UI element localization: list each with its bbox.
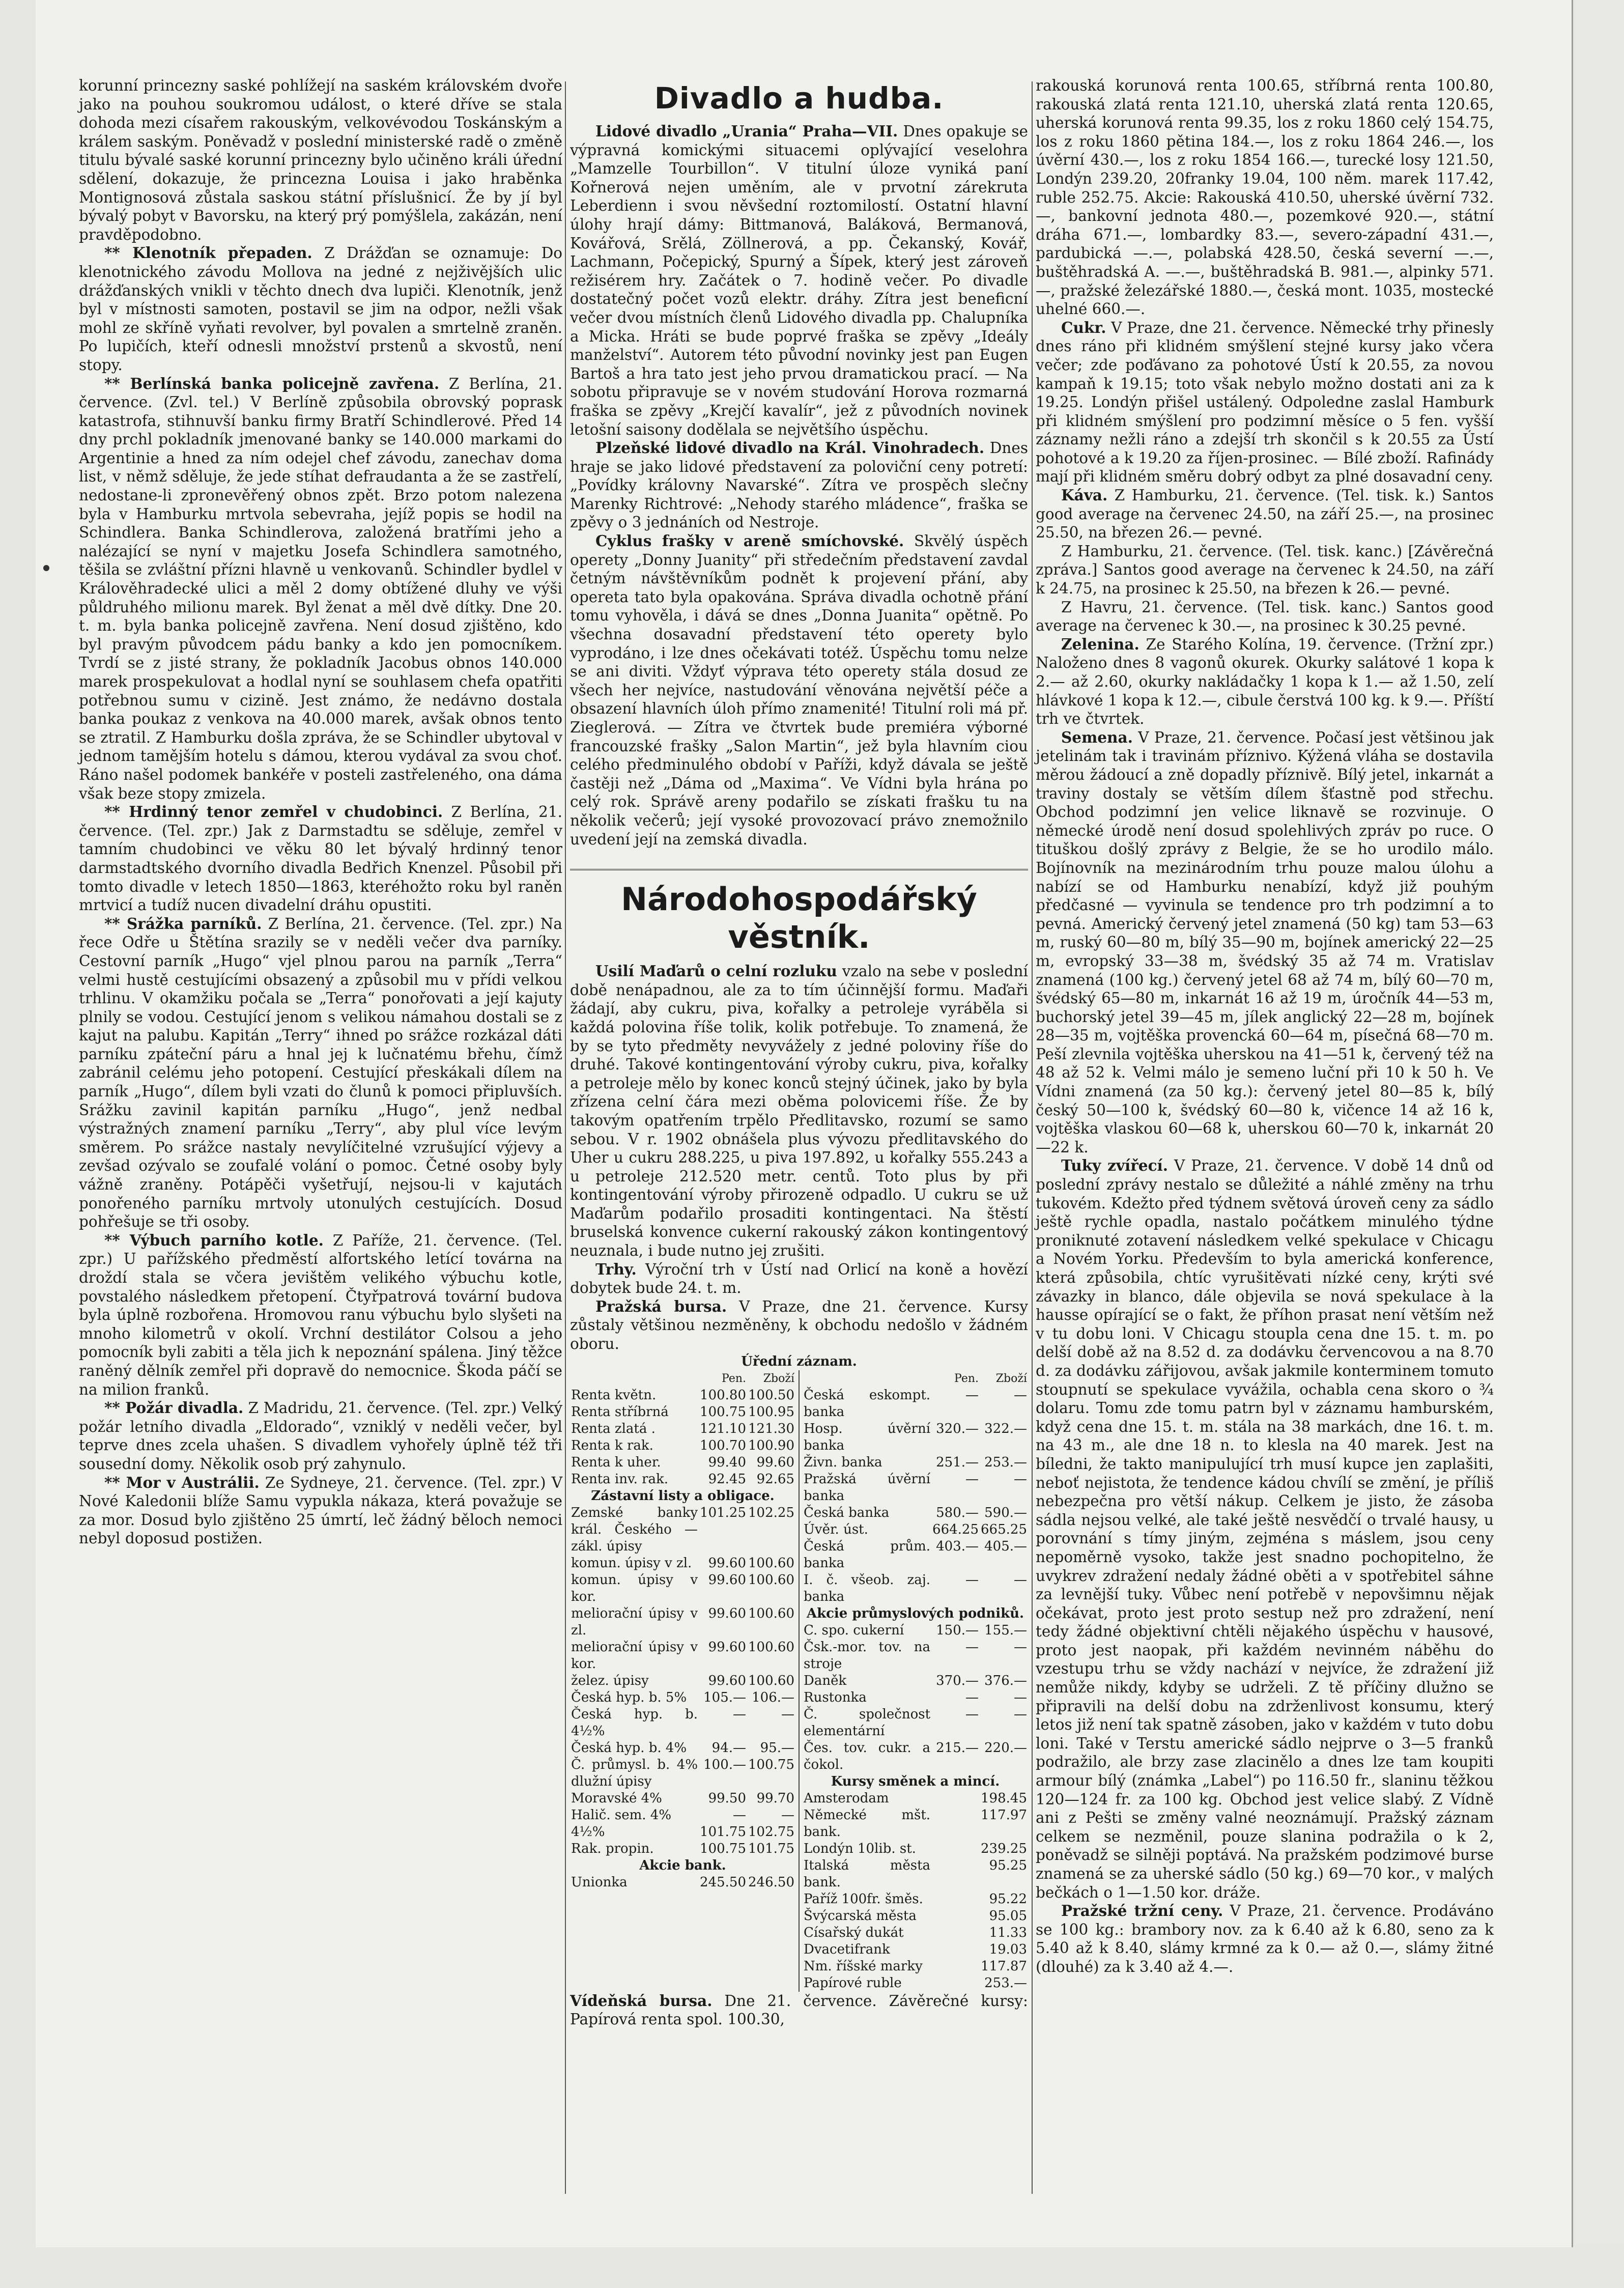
rate-name: Unionka [571, 1874, 628, 1890]
rate-zbozi: 95.— [760, 1740, 794, 1756]
rate-pen: 94.— [711, 1740, 747, 1756]
article-headline: Lidové divadlo „Urania“ Praha—VII. [595, 122, 898, 140]
column-theatre-economy [570, 76, 1028, 2029]
rates-right-table [803, 1370, 1028, 1992]
rate-name: Renta stříbrná [571, 1404, 669, 1420]
rate-name: Nm. říšské marky [804, 1958, 923, 1974]
rate-zbozi: 100.75 [748, 1757, 794, 1772]
rate-pen: 245.50 [700, 1874, 747, 1890]
article-text: rakouská korunová renta 100.65, stříbrná renta 100.80, rakouská zlatá renta 121.10, uherská zlatá renta 120.65, uherská korunová renta 99.35, los z roku 1860 celý 154.75, los z roku 1860 pětina 184.—, los z roku 1864 246.—, los úvěrní 430.—, los z roku 1854 166.—, turecké losy 121.50, Londýn 239.20, 20franky 19.04, 100 něm. marek 117.42, ruble 252.75. Akcie: Rakouská 410.50, uherské úvěrní 732.—, bankovní jednota 480.—, pozemkové 920.—, státní dráha 671.—, lombardky 83.—, severo-západní 431.—, pardubická —.—, polabská 428.50, česká severní —.—, buštěhradská A. —.—, buštěhradská B. 981.—, alpinky 571.—, pražské železářské 1880.—, česká mont. 1035, mostecké uhelné 660.—. [1036, 77, 1494, 318]
rate-row [570, 1605, 795, 1639]
rate-row [570, 1706, 795, 1740]
rate-zbozi: 100.95 [748, 1404, 794, 1420]
rate-zbozi: — [1014, 1706, 1027, 1722]
article-paragraph [79, 244, 562, 374]
rate-pen: 99.60 [708, 1555, 747, 1571]
article-paragraph [570, 1297, 1028, 1353]
article-text: Z Paříže, 21. července. (Tel. zpr.) U pařížského předměstí alfortského letící továrna na droždí stala se včera jevištěm velikého výbuchu kotle, povstalého následkem přetopení. Čtyřpatrová tovární budova byla úplně rozbořena. Hromovou ranu výbuchu bylo slyšeti na mnoho kilometrů v okolí. Vrchní destilátor Colsou a jeho pomocník byli zabiti a těla jich k nepoznání spálena. Jiný těžce raněný dělník zemřel při dopravě do nemocnice. Škoda páčí se na milion franků. [79, 1231, 562, 1398]
rate-row [570, 1421, 795, 1437]
rate-row [570, 1387, 795, 1404]
article-text: Z Hamburku, 21. července. (Tel. tisk. k.) Santos good average na červenec 24.50, na září 25.—, na prosinec 25.50, na březen 26.— pevné. [1036, 487, 1494, 542]
rate-zbozi: — [1014, 1689, 1027, 1705]
article-paragraph [79, 1231, 562, 1399]
rate-pen: 150.— [936, 1622, 979, 1638]
rate-row [570, 1437, 795, 1454]
article-text: Ze Sydneye, 21. července. (Tel. zpr.) V Nové Kaledonii blíže Samu vypukla nákaza, která považuje se za mor. Dosud bylo zjištěno 25 úmrtí, leč žádný běloch nemoci nebyl doposud postižen. [79, 1474, 562, 1547]
rate-zbozi: 121.30 [748, 1421, 794, 1436]
article-paragraph [79, 1474, 562, 1548]
rates-header-row [803, 1370, 1028, 1387]
rate-name: Švýcarská města [804, 1908, 917, 1924]
column-news [79, 76, 562, 1548]
rate-row [803, 1857, 1028, 1891]
article-text: vzalo na sebe v poslední době nenápadnou, ale za to tím účinnější formu. Maďaři žádají, aby cukru, piva, kořalky a petroleje vyráběla si každá polovina říše tolik, kolik potřebuje. To znamená, že by se tyto předměty nevyvážely z jedné poloviny říše do druhé. Takové kontingentování výroby cukru, piva, kořalky a petroleje mělo by konec konců stejný účinek, jako by byla zřízena celní čára mezi oběma polovicemi říše. Že by takovým opatřením trpělo Předlitavsko, rozumí se samo sebou. V r. 1902 obnášela plus vývozu předlitavského do Uher u cukru 288.225, u piva 197.892, u kořalky 555.243 a u petroleje 212.520 metr. centů. Toto plus by při kontingentování výroby přirozeně odpadlo. U cukru se už Maďarům podařilo prosaditi kontingentaci. Na štěstí bruselská konvence cukerní rakouský zákon kontingentový neuznala, i bude nutno jej zrušiti. [570, 963, 1028, 1260]
article-paragraph [1036, 635, 1494, 728]
rate-zbozi: 99.60 [756, 1454, 794, 1470]
article-paragraph [79, 76, 562, 244]
rates-left-table [570, 1370, 795, 1891]
article-headline: Káva. [1061, 486, 1108, 504]
rate-pen: 100.— [703, 1757, 747, 1772]
rate-pen: 100.70 [700, 1437, 747, 1453]
rate-pen [931, 1908, 980, 1925]
article-headline: Trhy. [595, 1260, 637, 1278]
column-markets [1036, 76, 1494, 1976]
rate-row [803, 1639, 1028, 1673]
rate-row [803, 1807, 1028, 1841]
rate-zbozi: 100.50 [748, 1387, 794, 1403]
rate-name: Čsk.-mor. tov. na stroje [804, 1639, 931, 1672]
rate-pen: 100.75 [700, 1404, 747, 1420]
rate-row [803, 1421, 1028, 1454]
rate-row [570, 1757, 795, 1790]
rate-zbozi: 376.— [984, 1673, 1027, 1688]
article-paragraph [1036, 319, 1494, 486]
rate-row [803, 1471, 1028, 1505]
article-paragraph [570, 439, 1028, 532]
rate-pen [931, 1841, 980, 1857]
article-paragraph [570, 122, 1028, 439]
article-text: Výroční trh v Ústí nad Orlicí na koně a hovězí dobytek bude 24. t. m. [570, 1260, 1028, 1297]
article-headline: ** Srážka parníků. [104, 914, 262, 933]
article-text: Ze Starého Kolína, 19. července. (Tržní zpr.) Naloženo dnes 8 vagonů okurek. Okurky salátové 1 kopa k 2.— až 2.60, okurky nakládačky 1 kopa k 1.— až 1.50, zelí hlávkové 1 kopa k 12.—, cibule čerstvá 100 kg. k 9.—. Příští trh ve čtvrtek. [1036, 635, 1494, 728]
rate-pen: — [965, 1689, 979, 1705]
article-paragraph [570, 962, 1028, 1260]
vienna-bourse [570, 1992, 1028, 2029]
article-headline: Tuky zvířecí. [1061, 1156, 1169, 1175]
rate-name: Renta inv. rak. [571, 1471, 669, 1487]
rates-title: Úřední záznam. [741, 1353, 857, 1369]
rate-name: Rak. propin. [571, 1841, 654, 1856]
article-text: Skvělý úspěch operety „Donny Juanity“ při středečním představení zavdal četným návštěvníkům podnět k projevení přání, aby opereta tato byla opakována. Správa divadla ochotně přání tomu vyhověla, i dává se dnes „Donna Juanita“ opětně. Po všechna dosavadní představení této operety bylo vyprodáno, i lze dnes očekávati totéž. Úspěchu tomu nelze se ani diviti. Vždyť výprava této operety stála dosud ze všech her nejvíce, nastudování věnována největší péče a obsazení hlavních úloh přímo znamenité! Titulní roli má př. Zieglerová. — Zítra ve čtvrtek bude premiéra výborné francouzské frašky „Salon Martin“, jež byla hlavním ciou celého předminulého období v Paříži, když dávala se ještě častěji než „Dáma od „Maxima“. Ve Vídni byla hrána po celý rok. Správě areny podařilo se získati frašku tu na několik večerů; její vysoké provozovací právo znemožnilo uvedení její na zemská divadla. [570, 532, 1028, 848]
rate-name: Paříž 100fr. šměs. [804, 1891, 923, 1907]
article-paragraph [1036, 1156, 1494, 1902]
rate-row [803, 1925, 1028, 1941]
rate-row [570, 1454, 795, 1471]
article-text: V Praze, 21. července. Počasí jest většinou jak jetelinám tak i travinám příznivo. Kýžená vláha se dostavila měrou žádoucí a zně dopadly příznivě. Bílý jetel, inkarnát a traviny dostaly se větším dílem šťastně pod střechu. Obchod podzimní jen velice liknavě se rozvinuje. O německé úrodě není dosud spolehlivých zpráv po ruce. O tituškou došlý zprávy z Belgie, že se ho urodilo málo. Bojínovník na mezinárodním trhu pouze malou úlohu a nabízí se od Hamburku nenabízí, když již pouhým předčasné — vyvinula se tendence pro trh podzimní a to pevná. Americký červený jetel znamená (50 kg) tam 53—63 m, ruský 60—80 m, bílý 35—90 m, bojínek americký 22—25 m, evropský 33—38 m, švédský 35 až 74 m. Vratislav znamená (100 kg.) červený jetel 68 až 74 m, bílý 60—70 m, švédský 65—80 m, inkarnát 16 až 19 m, úročník 44—53 m, buchorský jetel 39—45 m, jílek anglický 22—28 m, bojínek 28—35 m, vojtěška provencká 60—64 m, písečná 68—70 m. Peší zlevnila vojtěška uherskou na 41—51 k, červený též na 48 až 52 k. Velmi málo je semeno luční při 10 k 50 h. Ve Vídni znamená (za 50 kg.): červený jetel 80—85 k, bílý český 50—100 k, švédský 60—80 k, vičence 14 až 16 k, vojtěška vlaskou 60—68 k, uherskou 60—70 k, inkarnát 20—22 k. [1036, 728, 1494, 1156]
article-text: Z Berlína, 21. července. (Tel. zpr.) Na řece Odře u Štětína srazily se v neděli večer dva parníky. Cestovní parník „Hugo“ vjel plnou parou na parník „Terra“ velmi hustě cestujícími obsazený a způsobil mu v přídi velkou trhlinu. V okamžiku počala se „Terra“ ponořovati a její kajuty plnily se vodou. Cestující jenom s velikou námahou dostali se z kajut na palubu. Kapitán „Terry“ ihned po srážce rozkázal dáti parníku zpáteční páru a hnal jej k lučnatému břehu, čímž zabránil celému jeho potopení. Cestující přeskákali dílem na parník „Hugo“, dílem byli vzati do člunů k pomoci připluvších. Srážku zavinil kapitán parníku „Hugo“, jenž nedbal výstražných znamení parníku „Terry“, aby plul více levým směrem. Po srážce nastaly nevylíčitelné vzrušující výjevy a zevšad ozývalo se zoufalé volání o pomoc. Četné osoby byly vážně zraněny. Potápěči vyšetřují, nejsou-li v kajutách ponořeného parníku mrtvoly utonulých cestujících. Dosud pohřešuje se tři osoby. [79, 915, 562, 1231]
vienna-head: Vídeňská bursa. [570, 1991, 713, 2010]
article-headline: Semena. [1061, 728, 1133, 746]
rate-name: 4½% [571, 1824, 605, 1840]
rate-name: Česká hyp. b. 4½% [571, 1706, 698, 1739]
rate-row [803, 1941, 1028, 1958]
rate-row [570, 1790, 795, 1807]
rate-zbozi: 239.25 [981, 1841, 1027, 1856]
rate-name: Rustonka [804, 1689, 867, 1705]
rate-name: Zemské banky král. Českého — zákl. úpisy [571, 1505, 698, 1554]
article-headline: Pražská bursa. [595, 1297, 727, 1315]
rate-zbozi: 100.60 [748, 1572, 794, 1588]
rate-name: Renta k rak. [571, 1437, 653, 1453]
rate-name: komun. úpisy v zl. [571, 1555, 692, 1571]
rate-subheading: Akcie průmyslových podniků. [806, 1605, 1024, 1621]
rate-name: Amsterodam [804, 1790, 889, 1806]
article-paragraph [79, 803, 562, 915]
article-paragraph [1036, 1902, 1494, 1976]
rate-row [570, 1824, 795, 1841]
rate-zbozi: 590.— [984, 1505, 1027, 1520]
article-headline: ** Klenotník přepaden. [104, 244, 312, 262]
rate-zbozi: — [781, 1807, 794, 1823]
rate-row [570, 1689, 795, 1706]
rate-name: meliorační úpisy v zl. [571, 1605, 698, 1638]
rate-zbozi: 100.90 [748, 1437, 794, 1453]
rate-pen: 99.40 [708, 1454, 747, 1470]
article-text: korunní princezny saské pohlížejí na saském královském dvoře jako na pouhou soukromou událost, o které dříve se stala dohoda mezi císařem rakouským, velkovévodou Toskánským a králem saským. Poněvadž v poslední ministerské radě o změně titulu bývalé saské korunní princezny bylo učiněno králi úřední sdělení, dokazuje, že princezna Louisa i jako hraběnka Montignosová zůstala saskou státní příslušnicí. Že by jí byl bývalý pobyt v Bavorsku, na který prý pomýšlela, zakázán, není pravděpodobno. [79, 77, 562, 243]
rate-row [803, 1454, 1028, 1471]
rate-zbozi: 405.— [984, 1538, 1027, 1554]
article-text: Dnes opakuje se výpravná komickými situacemi oplývající veselohra „Mamzelle Tourbillon“. V titulní úloze vyniká paní Kořnerová nejen uměním, ale v prvotní zárekruta Leberdienn i svou něvšední roztomilostí. Ostatní hlavní úlohy hrají dámy: Bittmanová, Baláková, Bermanová, Kovářová, Srělá, Zöllnerová, a pp. Čekanský, Kovář, Lachmann, Počepický, Spurný a Šípek, který jest zároveň režisérem hry. Začátek o 7. hodině večer. Po divadle dostatečný počet vozů elektr. dráhy. Zítra jest beneficní večer dvou místních členů Lidového divadla pp. Chalupníka a Micka. Hráti se bude poprvé fraška se zpěvy „Ideály manželství“. Autorem této původní novinky jest pan Eugen Bartoš a hra tato jest jeho prvou dramatickou prací. — Na sobotu připravuje se v novém studování Horova rozmarná fraška se zpěvy „Krejčí kavalír“, jež z původních novinek letošní saisony dodělala se největšího úspěchu. [570, 123, 1028, 438]
rate-name: Italská města bank. [804, 1857, 931, 1890]
rate-row [803, 1958, 1028, 1975]
article-text: Z Madridu, 21. července. (Tel. zpr.) Velký požár letního divadla „Eldorado“, vzniklý v neděli večer, byl teprve dnes zcela uhašen. S divadlem vyhořely úplně též tři sousední domy. Několik osob prý zahynulo. [79, 1399, 562, 1473]
rate-zbozi: 322.— [984, 1421, 1027, 1436]
article-headline: ** Berlínská banka policejně zavřena. [104, 374, 440, 392]
rates-header-row [570, 1370, 795, 1387]
article-text: V Praze, dne 21. července. Německé trhy přinesly dnes ráno při klidném smýšlení stejné kursy jako včera večer; zde poďávano za pohotové Ústí k 20.55, za novou kampaň k 19.15; toto však nebylo možno dostati ani za k 19.25. Londýn přišel ustálený. Odpoledne zaslal Hamburk při klidném smýšlení pro podzimní měsíce o 5 fen. vyšší záznamy nežli ráno a zdejší trh skončil s k 20.55 za Ústí pohotové a k 19.20 za říjen-prosinec. — Bílé zboží. Rafinády mají při klidném směru dobrý odbyt za plné dosavadní ceny. [1036, 319, 1494, 486]
article-paragraph [1036, 76, 1494, 319]
rate-pen: 370.— [936, 1673, 979, 1688]
rate-name: Moravské 4% [571, 1790, 662, 1806]
rate-row [803, 1622, 1028, 1639]
article-headline: ** Mor v Austrálii. [104, 1473, 260, 1491]
rate-pen: 99.50 [708, 1790, 747, 1806]
rate-pen [931, 1975, 980, 1992]
theatre-items [570, 122, 1028, 849]
rate-zbozi: 665.25 [981, 1521, 1027, 1537]
article-text: V Praze, dne 21. července. Kursy zůstaly většinou nezměněny, k obchodu nedošlo v žádném oboru. [570, 1297, 1028, 1353]
article-paragraph [570, 532, 1028, 849]
rate-pen: — [965, 1639, 979, 1655]
rate-name: Daněk [804, 1673, 847, 1688]
rate-row [803, 1538, 1028, 1572]
rate-pen [931, 1958, 980, 1975]
rate-pen: 121.10 [700, 1421, 747, 1436]
article-headline: Zelenina. [1061, 635, 1139, 653]
rate-zbozi: — [781, 1706, 794, 1722]
rate-zbozi: 11.33 [989, 1925, 1027, 1940]
rate-row [803, 1521, 1028, 1538]
rate-pen: 99.60 [708, 1572, 747, 1588]
rate-zbozi: — [1014, 1387, 1027, 1403]
rate-name: Čes. tov. cukr. a čokol. [804, 1740, 931, 1772]
rate-zbozi: 92.65 [756, 1471, 794, 1487]
rates-right [800, 1370, 1028, 1992]
article-paragraph [1036, 542, 1494, 598]
rate-zbozi: 220.— [984, 1740, 1027, 1756]
rate-row [803, 1572, 1028, 1605]
rate-subheading: Akcie bank. [639, 1857, 726, 1873]
rate-row [570, 1471, 795, 1488]
rate-pen: 99.60 [708, 1605, 747, 1621]
theatre-section-title: Divadlo a hudba. [654, 81, 944, 116]
rate-zbozi: 100.60 [748, 1605, 794, 1621]
rate-pen: 100.80 [700, 1387, 747, 1403]
rate-name: Renta květn. [571, 1387, 657, 1403]
rate-row [570, 1807, 795, 1824]
rate-pen [931, 1790, 980, 1807]
article-headline: ** Požár divadla. [104, 1399, 244, 1417]
rate-zbozi: 117.97 [981, 1807, 1027, 1823]
header-zbozi: Zboží [995, 1372, 1027, 1385]
economy-items [570, 962, 1028, 1353]
rate-zbozi: 106.— [752, 1689, 794, 1705]
article-text: Z Havru, 21. července. (Tel. tisk. kanc.) Santos good average na červenec k 30.—, na prosinec k 30.25 pevné. [1036, 598, 1494, 635]
rate-name: Hosp. úvěrní banka [804, 1421, 931, 1453]
rate-zbozi: — [1014, 1639, 1027, 1655]
scan-edge-bottom [0, 2247, 1624, 2288]
header-pen: Pen. [954, 1372, 979, 1385]
article-paragraph [79, 1399, 562, 1473]
rate-name: komun. úpisy v kor. [571, 1572, 698, 1604]
rate-row [570, 1740, 795, 1757]
article-paragraph [1036, 486, 1494, 542]
column-rule [565, 81, 566, 2194]
rate-name: meliorační úpisy v kor. [571, 1639, 698, 1672]
rate-subheading: Zástavní listy a obligace. [591, 1488, 775, 1504]
rate-name: Německé mšt. bank. [804, 1807, 931, 1840]
rate-zbozi: 253.— [984, 1975, 1027, 1991]
rate-zbozi: 198.45 [981, 1790, 1027, 1806]
rate-zbozi: 95.25 [989, 1857, 1027, 1873]
article-headline: Plzeňské lidové divadlo na Král. Vinohradech. [595, 439, 985, 457]
rate-row [803, 1790, 1028, 1807]
article-text: Z Berlína, 21. července. (Zvl. tel.) V Berlíně způsobila obrovský poprask katastrofa, stihnuvší banku firmy Bratří Schindlerové. Před 14 dny prchl pokladník jmenované banky se 140.000 markami do Argentinie a hned za ním odejel chef závodu, zanechav doma list, v němž sděluje, že jede stíhat defraudanta a že se zastřelí, nedostane-li zpronevěřený obnos zpět. Brzo potom nalezena byla v Hamburku mrtvola sebevraha, jejíž popis se hodil na Schindlera. Banka Schindlerova, založená bratřími jeho a nalézající se nyní v majetku Josefa Schindlera samotného, těšila se zvláštní přízni hlavně u venkovanů. Schindler bydlel v Králověhradecké ulici a měl 2 domy obtížené dluhy ve výši půldruhého milionu marek. Byl ženat a měl dvě dítky. Dne 20. t. m. byla banka policejně zavřena. Není dosud zjištěno, kdo byl pravým původcem pádu banky a kdo jen pomocníkem. Tvrdí se z jisté strany, že pokladník Jacobus obnos 140.000 marek prospekulovat a hodlal nyní se souhlasem chefa opatřiti potřebnou sumu v cizině. Jest známo, že nedávno dostala banka poukaz z venkova na 40.000 marek, avšak obnos tento se ztratil. Z Hamburku došla zpráva, že se Schindler ubytoval v jednom tamějším hotelu s dámou, kterou vydával za svou choť. Ráno našel podomek bankéře v posteli zastřeleného, ona dáma však beze stopy zmizela. [79, 375, 562, 802]
rate-name: Česká hyp. b. 5% [571, 1689, 687, 1705]
rate-name: Renta k uher. [571, 1454, 661, 1470]
rate-zbozi: 95.05 [989, 1908, 1027, 1924]
rate-name: Pražská úvěrní banka [804, 1471, 931, 1504]
rate-subheading-row [570, 1857, 795, 1874]
rate-row [570, 1404, 795, 1421]
rate-pen [931, 1941, 980, 1958]
article-headline: Usilí Maďarů o celní rozluku [595, 962, 837, 980]
rate-subheading-row [570, 1488, 795, 1505]
rate-pen: 403.— [936, 1538, 979, 1554]
rate-name: Česká eskompt. banka [804, 1387, 931, 1420]
rate-pen: 215.— [936, 1740, 979, 1756]
rate-name: Úvěr. úst. [804, 1521, 868, 1537]
rate-pen: 664.25 [932, 1521, 979, 1537]
rate-name: Dvacetifrank [804, 1941, 890, 1957]
article-text: Dnes hraje se jako lidové představení za poloviční ceny potretí: „Povídky královny Navarské“. Zítra ve prospěch slečny Marenky Richtrové: „Nehody starého mládence“, fraška se zpěvy o 3 jednáních od Nestroje. [570, 439, 1028, 531]
rate-name: želez. úpisy [571, 1673, 649, 1688]
rate-row [803, 1505, 1028, 1521]
scan-edge-right [1572, 0, 1624, 2288]
rate-zbozi: 101.75 [748, 1841, 794, 1856]
article-text: Z Hamburku, 21. července. (Tel. tisk. kanc.) [Závěrečná zpráva.] Santos good average na červenec k 24.50, na září k 24.75, na prosinec k 25.50, na březen k 26.— pevné. [1036, 542, 1494, 598]
rate-row [570, 1555, 795, 1572]
rate-zbozi: 100.60 [748, 1639, 794, 1655]
rate-zbozi: 253.— [984, 1454, 1027, 1470]
rate-subheading-row [803, 1773, 1028, 1790]
rate-pen: 251.— [936, 1454, 979, 1470]
rate-row [570, 1505, 795, 1555]
rate-pen: 320.— [936, 1421, 979, 1436]
rate-subheading-row [803, 1605, 1028, 1622]
rate-pen: 105.— [703, 1689, 747, 1705]
rate-zbozi: 246.50 [748, 1874, 794, 1890]
rate-zbozi: 19.03 [989, 1941, 1027, 1957]
rate-name: Halič. sem. 4% [571, 1807, 672, 1823]
rate-name: Papírové ruble [804, 1975, 902, 1991]
ink-dot [43, 565, 49, 571]
rates-left [570, 1370, 800, 1992]
rate-row [803, 1891, 1028, 1908]
rate-row [570, 1841, 795, 1857]
rate-subheading: Kursy směnek a mincí. [831, 1773, 1000, 1789]
rate-name: Renta zlatá . [571, 1421, 656, 1436]
rate-name: Česká prům. banka [804, 1538, 931, 1571]
rate-name: Živn. banka [804, 1454, 882, 1470]
article-paragraph [1036, 728, 1494, 1157]
article-text: V Praze, 21. července. V době 14 dnů od poslední zprávy nestalo se důležité a náhlé změny na trhu tukovém. Kdežto před týdnem světová úroveň ceny za sádlo ještě rychle opadla, nastalo počátkem minulého týdne proniknuté zotavení následkem velké spekulace v Chicagu a Novém Yorku. Především to byla americká konference, která způsobila, chtíc vyrušitěvati nízké ceny, krýti své závazky in blanco, dále objevila se nová spekulace à la hausse opírající se o fakt, že příhon prasat není větším než v tu dobu loni. V Chicagu stoupla cena dne 15. t. m. po delší době až na 8.52 d. za dodávku červencovou a na 8.70 d. za dodávku zářijovou, avšak jakmile konterminem tomuto stoupnutí se spekulace vyvážila, ochabla cena skoro o ¾ dolaru. Tomu zde tomu patrn byl v záznamu hamburském, když cena dne 15. t. m. stála na 38 markách, dne 16. t. m. na 43 m., ale dne 18 n. to klesla na 40 marek. Jest na bíledni, že takto manipulující trh musí kupce jen zaplašiti, neboť nejistota, že tendence kádou chvílí se změní, je příliš nebezpečna pro větší nákup. Celkem je jisto, že zásoba sádla nejsou velké, ale také ještě nesvědčí o trvalé hausy, u porovnání s tímy jiným, zejména s máslem, jsou ceny nepoměrně vysoko, takže jest snadno pochopitelno, že uvykrev zdražení nedaly žádné oběti a v spotřebitel sáhne za levnější tuky. Vůbec není potřebě v nepovšimnu nějak očekávat, proto jest proto sestup než pro zdražení, není tedy žádné objektivní chtěli nějakého úspěchu v hausové, proto jest naopak, při každém nevinném náběhu do vzestupu trhu se vždy nachází v nejvíce, že zdražení již nemůže nikdy, kdyby se udrželi. Z tě příčiny dlužno se připravili na delší dobu na zdrženlivost konsumu, který letos již není tak spatně zásoben, jako v každém v tuto dobu loni. Také v Terstu americké sádlo nejprve o 3—5 franků podražilo, ale brzy zase zlacinělo a dnes lze tam koupiti armour bílý (známka „Label“) po 116.50 fr., slaninu těžkou 120—124 fr. za 100 kg. Obchod jest velice slabý. Z Vídně ani z Pešti se změny valné neoznámují. Pražský záznam celkem se nezměnil, pouze slanina podražila o k 2, poněvadž se silněji poptává. Na pražském podzimové burse znamená se za uherské sádlo (50 kg.) 69—70 kor., v malých bečkách o 1—1.50 kor. dráže. [1036, 1157, 1494, 1901]
rates-table [570, 1370, 1028, 1992]
rate-name: Č. společnost elementární [804, 1706, 931, 1739]
rate-row [570, 1874, 795, 1891]
rate-pen: 99.60 [708, 1673, 747, 1688]
rate-row [803, 1841, 1028, 1857]
rate-pen: 92.45 [708, 1471, 747, 1487]
rate-name: Česká banka [804, 1505, 890, 1520]
rate-pen: 580.— [936, 1505, 979, 1520]
rate-pen [931, 1925, 980, 1941]
article-headline: Cukr. [1061, 318, 1106, 336]
rate-row [803, 1908, 1028, 1925]
rate-zbozi: — [1014, 1471, 1027, 1487]
rate-pen: — [733, 1706, 747, 1722]
rate-zbozi: 100.60 [748, 1555, 794, 1571]
rate-pen [931, 1807, 980, 1841]
column-rule [1032, 81, 1033, 2194]
article-headline: Pražské tržní ceny. [1061, 1902, 1223, 1920]
rate-row [803, 1740, 1028, 1773]
rate-name: I. č. všeob. zaj. banka [804, 1572, 931, 1604]
rate-zbozi: 117.87 [981, 1958, 1027, 1974]
rate-pen: — [965, 1471, 979, 1487]
article-headline: ** Výbuch parního kotle. [104, 1231, 324, 1249]
rate-pen: 100.75 [700, 1841, 747, 1856]
article-paragraph [79, 915, 562, 1231]
rate-row [803, 1975, 1028, 1992]
header-zbozi: Zboží [763, 1372, 794, 1385]
article-paragraph [570, 1260, 1028, 1297]
rate-name: Císařský dukát [804, 1925, 904, 1940]
article-paragraph [79, 375, 562, 803]
rate-zbozi: 100.60 [748, 1673, 794, 1688]
rate-name: Č. průmysl. b. 4% dlužní úpisy [571, 1757, 698, 1789]
article-text: Z Drážďan se oznamuje: Do klenotnického závodu Mollova na jedné z nejživějších ulic drážďanských vnikli v těchto dnech dva lupiči. Klenotník, jenž byl v místnosti samoten, postavil se jim na odpor, nežli však mohl ze skříně vyňati revolver, byl povalen a smrtelně zraněn. Po lupičích, kteří odnesli množství prstenů a skvostů, není stopy. [79, 244, 562, 374]
header-pen: Pen. [722, 1372, 747, 1385]
rate-name: C. spo. cukerní [804, 1622, 904, 1638]
rate-zbozi: 155.— [984, 1622, 1027, 1638]
rate-pen: — [965, 1387, 979, 1403]
rate-pen: — [965, 1572, 979, 1588]
rate-pen: 101.75 [700, 1824, 747, 1840]
rate-row [570, 1673, 795, 1689]
rate-zbozi: 102.25 [748, 1505, 794, 1520]
article-headline: Cyklus frašky v areně smíchovské. [595, 532, 904, 550]
rate-pen: 99.60 [708, 1639, 747, 1655]
rate-pen: 101.25 [700, 1505, 747, 1520]
scan-edge-left [0, 0, 36, 2288]
article-headline: ** Hrdinný tenor zemřel v chudobinci. [104, 803, 443, 821]
rate-row [570, 1639, 795, 1673]
rate-pen: — [733, 1807, 747, 1823]
rate-row [570, 1572, 795, 1605]
rate-name: Londýn 10lib. st. [804, 1841, 916, 1856]
rate-pen: — [965, 1706, 979, 1722]
article-text: Z Berlína, 21. července. (Tel. zpr.) Jak z Darmstadtu se sděluje, zemřel v tamním chudobinci ve věku 80 let bývalý hrdinný tenor darmstadtského dvorního divadla Bedřich Knenzel. Působil při tomto divadle v letech 1850—1863, kteréhožto roku byl raněn mrtvicí a tudíž nucen divadelní dráhu opustiti. [79, 803, 562, 914]
article-paragraph [1036, 598, 1494, 635]
rate-row [803, 1387, 1028, 1421]
article-text: V Praze, 21. července. Prodáváno se 100 kg.: brambory nov. za k 6.40 až k 6.80, seno za k 5.40 až k 8.40, slámy krmné za k 0.— až 0.—, slámy žitné (dlouhé) za k 3.40 až 4.—. [1036, 1902, 1494, 1975]
rate-zbozi: 99.70 [756, 1790, 794, 1806]
rate-row [803, 1706, 1028, 1740]
rate-row [803, 1673, 1028, 1689]
vienna-text: Dne 21. července. Závěrečné kursy: Papírová renta spol. 100.30, [570, 1992, 1028, 2028]
rate-pen [931, 1857, 980, 1891]
rate-zbozi: — [1014, 1572, 1027, 1588]
rate-row [803, 1689, 1028, 1706]
rate-zbozi: 95.22 [989, 1891, 1027, 1907]
rate-name: Česká hyp. b. 4% [571, 1740, 687, 1756]
rate-zbozi: 102.75 [748, 1824, 794, 1840]
economy-section-title: Národohospodářský věstník. [570, 869, 1028, 956]
rate-pen [931, 1891, 980, 1908]
